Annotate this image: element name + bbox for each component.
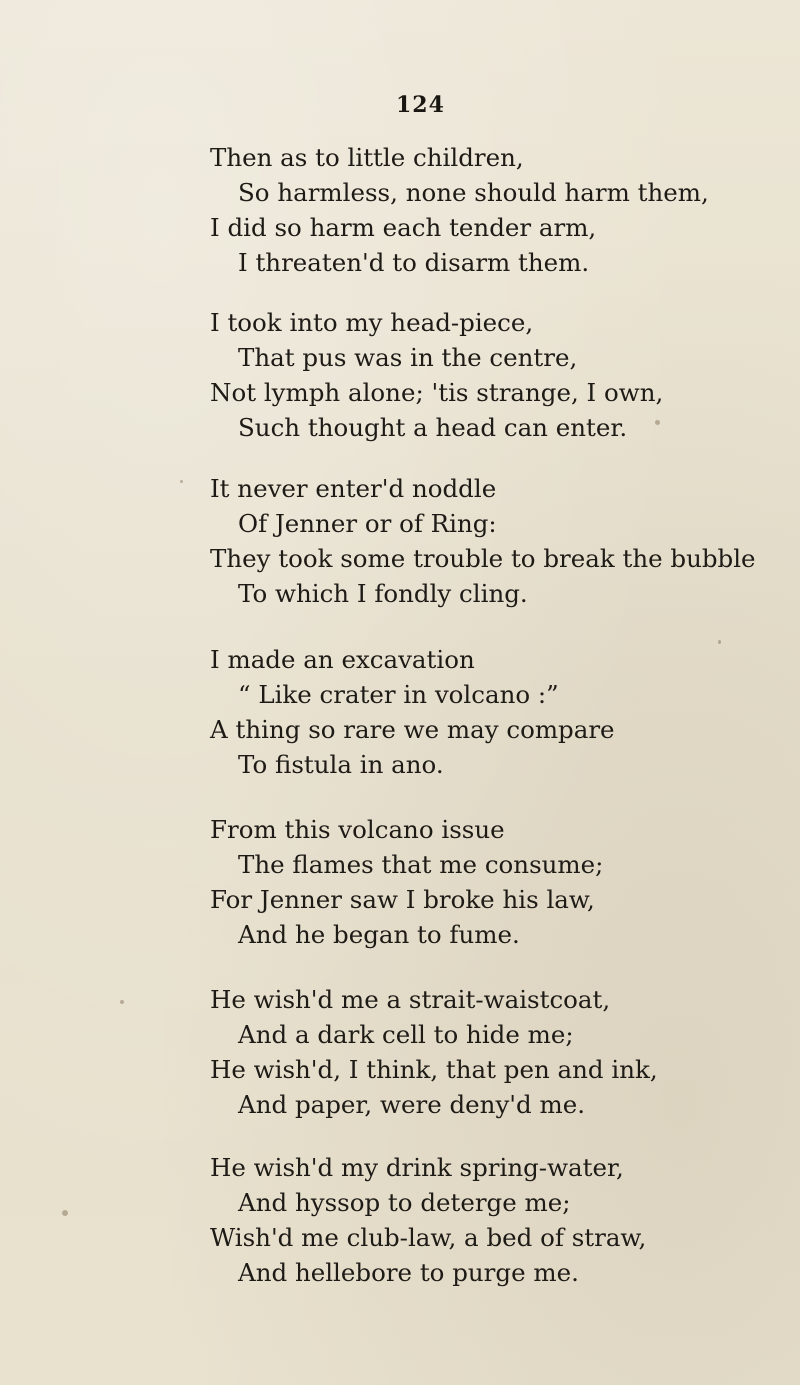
stanza-4 xyxy=(210,642,770,782)
verse-line: For Jenner saw I broke his law, xyxy=(210,885,595,914)
verse-line: He wish'd my drink spring-water, xyxy=(210,1153,624,1182)
verse-line: So harmless, none should harm them, xyxy=(238,178,709,207)
stanza-1 xyxy=(210,140,770,280)
verse-line: He wish'd me a strait-waistcoat, xyxy=(210,985,611,1014)
paper-speck xyxy=(120,1000,124,1004)
verse-line: They took some trouble to break the bubble xyxy=(210,544,756,573)
verse-line: Such thought a head can enter. xyxy=(238,413,628,442)
stanza-6 xyxy=(210,982,770,1122)
stanza-5 xyxy=(210,812,770,952)
stanza-7 xyxy=(210,1150,770,1290)
verse-line: Of Jenner or of Ring: xyxy=(238,509,497,538)
verse-line: The flames that me consume; xyxy=(238,850,604,879)
paper-speck xyxy=(180,480,183,483)
verse-line: I took into my head-piece, xyxy=(210,308,534,337)
verse-line: Then as to little children, xyxy=(210,143,524,172)
verse-line: And a dark cell to hide me; xyxy=(238,1020,574,1049)
verse-line: Not lymph alone; 'tis strange, I own, xyxy=(210,378,664,407)
verse-line: A thing so rare we may compare xyxy=(210,715,615,744)
verse-line: To fistula in ano. xyxy=(238,750,444,779)
verse-line: I threaten'd to disarm them. xyxy=(238,248,590,277)
verse-line: I did so harm each tender arm, xyxy=(210,213,597,242)
verse-line: And he began to fume. xyxy=(238,920,520,949)
verse-line: It never enter'd noddle xyxy=(210,474,497,503)
verse-line: And hellebore to purge me. xyxy=(238,1258,579,1287)
verse-line: From this volcano issue xyxy=(210,815,505,844)
stanza-2 xyxy=(210,305,770,445)
verse-line: To which I fondly cling. xyxy=(238,579,528,608)
stanza-3 xyxy=(210,471,770,611)
verse-line: That pus was in the centre, xyxy=(238,343,578,372)
verse-line: And paper, were deny'd me. xyxy=(238,1090,586,1119)
verse-line: Wish'd me club-law, a bed of straw, xyxy=(210,1223,647,1252)
verse-line: And hyssop to deterge me; xyxy=(238,1188,571,1217)
verse-line: I made an excavation xyxy=(210,645,475,674)
paper-speck xyxy=(62,1210,68,1216)
page-number: 124 xyxy=(396,92,445,118)
verse-line: “ Like crater in volcano :” xyxy=(238,680,559,709)
verse-line: He wish'd, I think, that pen and ink, xyxy=(210,1055,658,1084)
